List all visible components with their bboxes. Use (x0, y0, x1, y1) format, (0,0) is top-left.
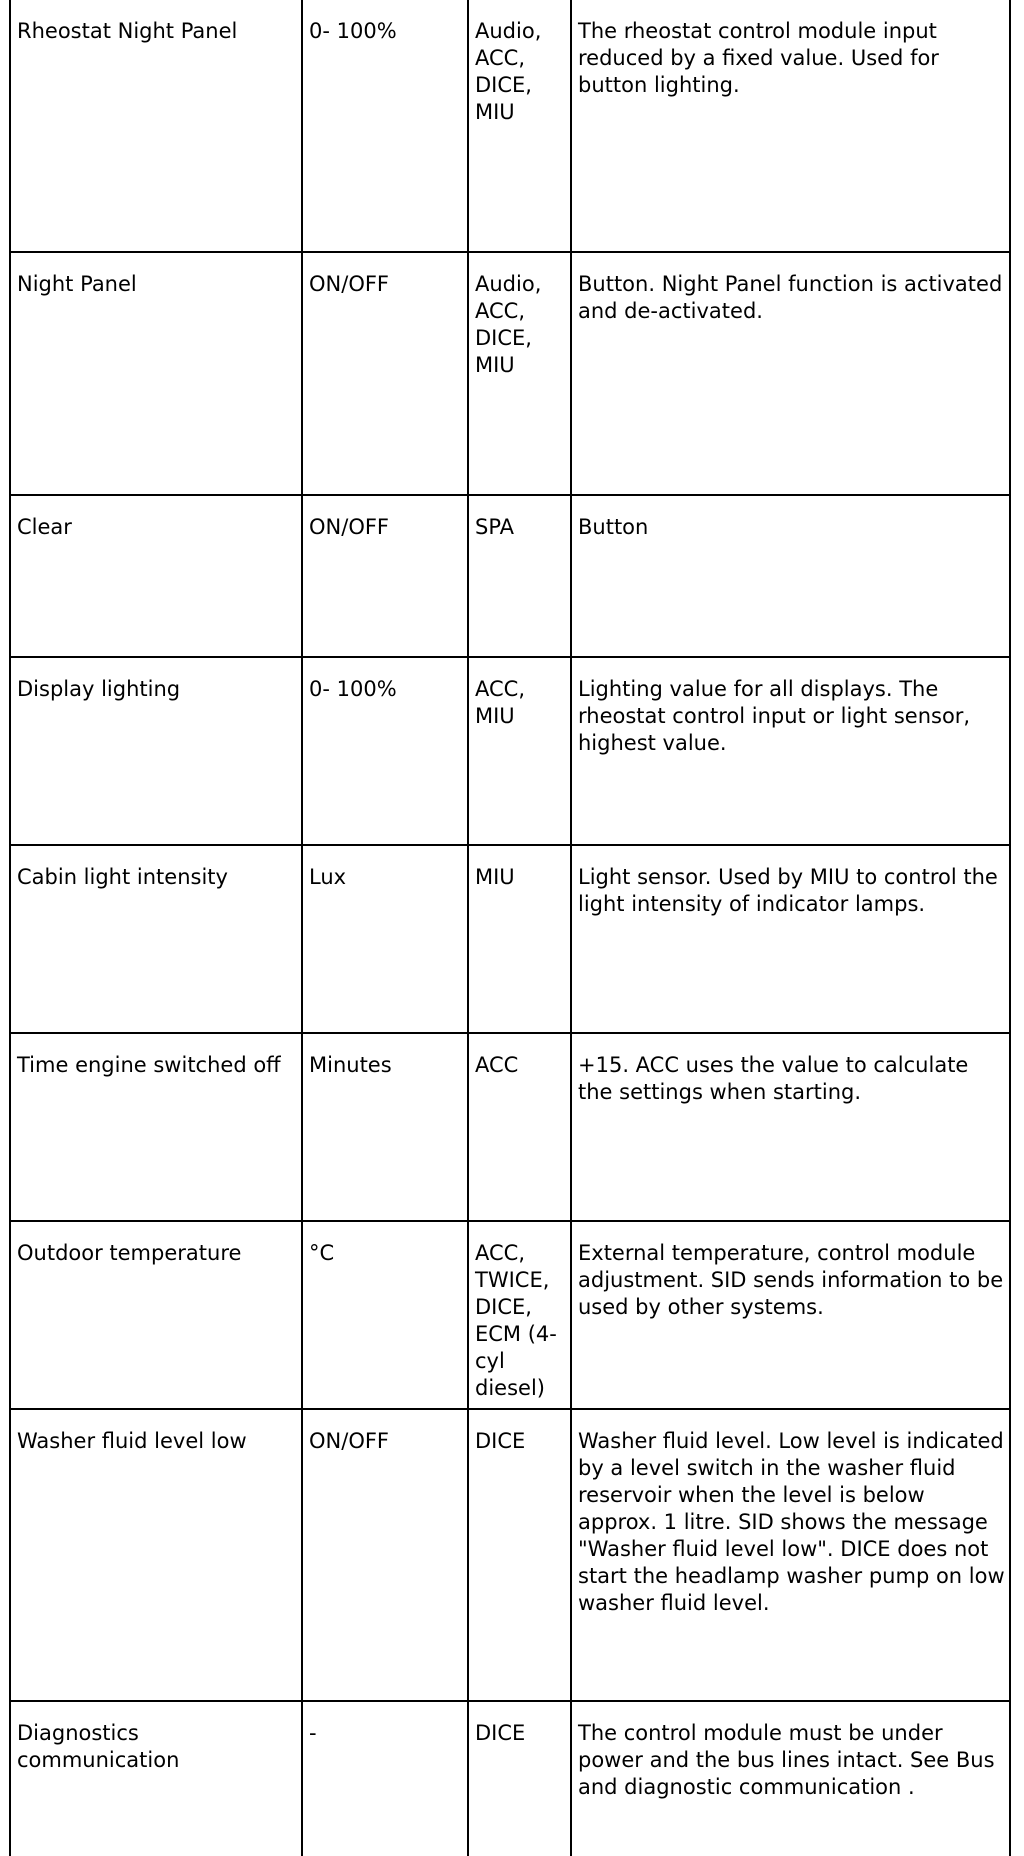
value-cell: ON/OFF (302, 495, 468, 657)
parameter-cell: Night Panel (10, 252, 302, 495)
value-cell: °C (302, 1221, 468, 1409)
modules-cell: DICE (468, 1409, 571, 1701)
modules-cell: Audio, ACC, DICE, MIU (468, 252, 571, 495)
parameter-cell: Time engine switched off (10, 1033, 302, 1221)
modules-cell: MIU (468, 845, 571, 1033)
description-cell: Button. Night Panel function is activated and de-activated. (571, 252, 1010, 495)
modules-cell: ACC, TWICE, DICE, ECM (4-cyl diesel) (468, 1221, 571, 1409)
modules-cell: ACC (468, 1033, 571, 1221)
modules-cell: ACC, MIU (468, 657, 571, 845)
description-cell: The control module must be under power and the bus lines intact. See Bus and diagnostic communication . (571, 1701, 1010, 1856)
parameter-cell: Display lighting (10, 657, 302, 845)
parameter-cell: Cabin light intensity (10, 845, 302, 1033)
table-row (10, 1033, 1010, 1221)
table-row (10, 1409, 1010, 1701)
table-row (10, 0, 1010, 252)
parameter-cell: Outdoor temperature (10, 1221, 302, 1409)
description-cell: External temperature, control module adjustment. SID sends information to be used by other systems. (571, 1221, 1010, 1409)
signal-table (9, 0, 1011, 1856)
value-cell: 0- 100% (302, 657, 468, 845)
modules-cell: Audio, ACC, DICE, MIU (468, 0, 571, 252)
description-cell: +15. ACC uses the value to calculate the settings when starting. (571, 1033, 1010, 1221)
value-cell: Lux (302, 845, 468, 1033)
modules-cell: SPA (468, 495, 571, 657)
value-cell: ON/OFF (302, 1409, 468, 1701)
modules-cell: DICE (468, 1701, 571, 1856)
parameter-cell: Diagnostics communication (10, 1701, 302, 1856)
table-row (10, 1221, 1010, 1409)
parameter-cell: Washer fluid level low (10, 1409, 302, 1701)
parameter-cell: Clear (10, 495, 302, 657)
description-cell: Lighting value for all displays. The rheostat control input or light sensor, highest value. (571, 657, 1010, 845)
table-row (10, 252, 1010, 495)
value-cell: Minutes (302, 1033, 468, 1221)
table-row (10, 657, 1010, 845)
description-cell: The rheostat control module input reduced by a fixed value. Used for button lighting. (571, 0, 1010, 252)
value-cell: ON/OFF (302, 252, 468, 495)
table-row (10, 845, 1010, 1033)
description-cell: Button (571, 495, 1010, 657)
value-cell: - (302, 1701, 468, 1856)
description-cell: Washer fluid level. Low level is indicated by a level switch in the washer fluid reservoir when the level is below approx. 1 litre. SID shows the message "Washer fluid level low". DICE does not start the headlamp washer pump on low washer fluid level. (571, 1409, 1010, 1701)
table-row (10, 1701, 1010, 1856)
description-cell: Light sensor. Used by MIU to control the light intensity of indicator lamps. (571, 845, 1010, 1033)
value-cell: 0- 100% (302, 0, 468, 252)
parameter-cell: Rheostat Night Panel (10, 0, 302, 252)
table-row (10, 495, 1010, 657)
